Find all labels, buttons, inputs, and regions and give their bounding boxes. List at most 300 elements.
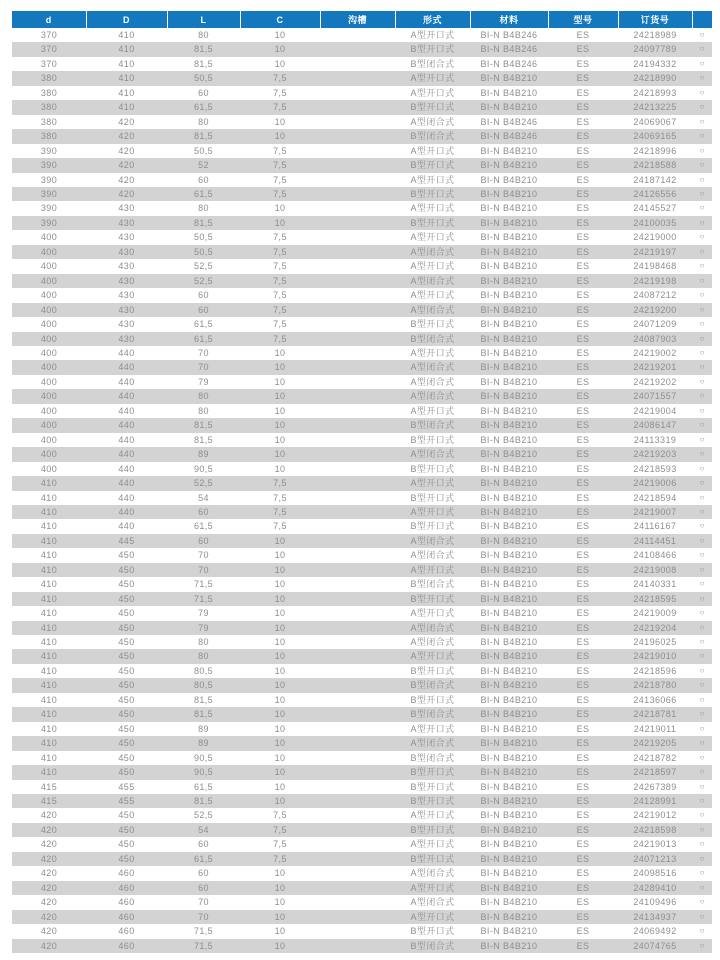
cell-d: 380 [12, 71, 86, 85]
column-header-L: L [167, 11, 240, 28]
cell-C: 10 [240, 375, 320, 389]
cell-form: B型开口式 [395, 823, 470, 837]
cell-D: 450 [86, 592, 167, 606]
cell-C: 10 [240, 780, 320, 794]
cell-order-no: 24140331 [618, 577, 692, 591]
cell-C: 10 [240, 765, 320, 779]
table-row [12, 201, 712, 215]
cell-d: 400 [12, 332, 86, 346]
cell-order-no: 24187142 [618, 173, 692, 187]
cell-form: A型开口式 [395, 606, 470, 620]
cell-C: 7,5 [240, 100, 320, 114]
cell-d: 380 [12, 86, 86, 100]
cell-D: 450 [86, 823, 167, 837]
cell-order-no: 24196025 [618, 635, 692, 649]
cell-groove [320, 259, 395, 273]
cell-L: 52,5 [167, 808, 240, 822]
cell-form: B型闭合式 [395, 129, 470, 143]
table-row [12, 505, 712, 519]
cell-material: BI-N B4B210 [470, 910, 548, 924]
cell-D: 440 [86, 418, 167, 432]
cell-order-no: 24218596 [618, 664, 692, 678]
table-row [12, 332, 712, 346]
availability-circle-icon: ○ [692, 563, 712, 577]
cell-d: 380 [12, 100, 86, 114]
cell-model: ES [548, 577, 618, 591]
cell-form: A型开口式 [395, 649, 470, 663]
cell-material: BI-N B4B210 [470, 678, 548, 692]
cell-model: ES [548, 765, 618, 779]
cell-material: BI-N B4B210 [470, 187, 548, 201]
cell-L: 52,5 [167, 259, 240, 273]
table-row [12, 28, 712, 42]
cell-L: 89 [167, 447, 240, 461]
availability-circle-icon: ○ [692, 635, 712, 649]
cell-C: 10 [240, 129, 320, 143]
cell-d: 370 [12, 57, 86, 71]
cell-model: ES [548, 274, 618, 288]
availability-circle-icon: ○ [692, 447, 712, 461]
cell-D: 410 [86, 100, 167, 114]
cell-C: 7,5 [240, 86, 320, 100]
availability-circle-icon: ○ [692, 606, 712, 620]
cell-groove [320, 548, 395, 562]
availability-circle-icon: ○ [692, 939, 712, 953]
cell-d: 420 [12, 939, 86, 953]
cell-d: 400 [12, 288, 86, 302]
cell-D: 460 [86, 924, 167, 938]
cell-model: ES [548, 780, 618, 794]
cell-L: 81,5 [167, 216, 240, 230]
availability-circle-icon: ○ [692, 664, 712, 678]
cell-model: ES [548, 823, 618, 837]
table-row [12, 548, 712, 562]
cell-order-no: 24126556 [618, 187, 692, 201]
cell-d: 400 [12, 462, 86, 476]
cell-d: 410 [12, 751, 86, 765]
cell-C: 10 [240, 360, 320, 374]
cell-form: A型闭合式 [395, 389, 470, 403]
table-row [12, 837, 712, 851]
cell-D: 460 [86, 881, 167, 895]
cell-material: BI-N B4B210 [470, 751, 548, 765]
cell-order-no: 24219202 [618, 375, 692, 389]
table-row [12, 389, 712, 403]
cell-C: 10 [240, 447, 320, 461]
cell-L: 71,5 [167, 577, 240, 591]
cell-material: BI-N B4B210 [470, 563, 548, 577]
availability-circle-icon: ○ [692, 332, 712, 346]
availability-circle-icon: ○ [692, 678, 712, 692]
cell-form: A型开口式 [395, 722, 470, 736]
cell-form: B型闭合式 [395, 678, 470, 692]
cell-order-no: 24219203 [618, 447, 692, 461]
cell-D: 440 [86, 389, 167, 403]
cell-D: 450 [86, 808, 167, 822]
cell-groove [320, 808, 395, 822]
cell-groove [320, 563, 395, 577]
column-header-form: 形式 [395, 11, 470, 28]
cell-order-no: 24087903 [618, 332, 692, 346]
cell-d: 400 [12, 230, 86, 244]
cell-groove [320, 664, 395, 678]
cell-d: 410 [12, 664, 86, 678]
table-row [12, 866, 712, 880]
cell-order-no: 24087212 [618, 288, 692, 302]
availability-circle-icon: ○ [692, 274, 712, 288]
cell-D: 410 [86, 57, 167, 71]
cell-d: 410 [12, 491, 86, 505]
cell-order-no: 24219198 [618, 274, 692, 288]
table-row [12, 823, 712, 837]
cell-form: A型开口式 [395, 28, 470, 42]
cell-groove [320, 751, 395, 765]
cell-L: 61,5 [167, 519, 240, 533]
cell-model: ES [548, 158, 618, 172]
cell-groove [320, 939, 395, 953]
cell-material: BI-N B4B210 [470, 288, 548, 302]
cell-d: 400 [12, 418, 86, 432]
cell-L: 81,5 [167, 693, 240, 707]
cell-C: 10 [240, 548, 320, 562]
cell-groove [320, 649, 395, 663]
table-row [12, 158, 712, 172]
table-row [12, 794, 712, 808]
cell-L: 54 [167, 823, 240, 837]
cell-D: 450 [86, 577, 167, 591]
cell-d: 400 [12, 346, 86, 360]
cell-material: BI-N B4B210 [470, 837, 548, 851]
cell-form: A型开口式 [395, 173, 470, 187]
cell-material: BI-N B4B210 [470, 924, 548, 938]
cell-D: 430 [86, 230, 167, 244]
table-row [12, 303, 712, 317]
availability-circle-icon: ○ [692, 924, 712, 938]
cell-C: 7,5 [240, 303, 320, 317]
cell-D: 460 [86, 895, 167, 909]
cell-C: 7,5 [240, 230, 320, 244]
availability-circle-icon: ○ [692, 548, 712, 562]
cell-C: 7,5 [240, 71, 320, 85]
cell-L: 50,5 [167, 230, 240, 244]
cell-material: BI-N B4B210 [470, 548, 548, 562]
cell-material: BI-N B4B210 [470, 592, 548, 606]
cell-model: ES [548, 144, 618, 158]
cell-material: BI-N B4B210 [470, 360, 548, 374]
cell-form: B型闭合式 [395, 332, 470, 346]
cell-order-no: 24109496 [618, 895, 692, 909]
cell-form: A型开口式 [395, 346, 470, 360]
cell-material: BI-N B4B210 [470, 216, 548, 230]
cell-form: A型开口式 [395, 837, 470, 851]
cell-form: A型开口式 [395, 230, 470, 244]
cell-material: BI-N B4B210 [470, 71, 548, 85]
cell-D: 440 [86, 433, 167, 447]
cell-material: BI-N B4B210 [470, 230, 548, 244]
cell-L: 81,5 [167, 129, 240, 143]
cell-order-no: 24218989 [618, 28, 692, 42]
cell-form: A型闭合式 [395, 303, 470, 317]
cell-order-no: 24219000 [618, 230, 692, 244]
table-row [12, 924, 712, 938]
cell-order-no: 24219004 [618, 404, 692, 418]
cell-d: 410 [12, 722, 86, 736]
cell-D: 430 [86, 317, 167, 331]
availability-circle-icon: ○ [692, 158, 712, 172]
cell-groove [320, 144, 395, 158]
cell-model: ES [548, 548, 618, 562]
cell-d: 410 [12, 635, 86, 649]
cell-material: BI-N B4B210 [470, 404, 548, 418]
cell-groove [320, 173, 395, 187]
cell-groove [320, 910, 395, 924]
cell-d: 410 [12, 592, 86, 606]
cell-groove [320, 924, 395, 938]
cell-model: ES [548, 563, 618, 577]
table-row [12, 577, 712, 591]
cell-order-no: 24218588 [618, 158, 692, 172]
cell-d: 390 [12, 158, 86, 172]
cell-order-no: 24069165 [618, 129, 692, 143]
cell-model: ES [548, 317, 618, 331]
cell-material: BI-N B4B246 [470, 28, 548, 42]
cell-C: 10 [240, 794, 320, 808]
cell-order-no: 24086147 [618, 418, 692, 432]
cell-order-no: 24218595 [618, 592, 692, 606]
cell-d: 410 [12, 519, 86, 533]
cell-L: 52 [167, 158, 240, 172]
table-row [12, 375, 712, 389]
availability-circle-icon: ○ [692, 722, 712, 736]
cell-material: BI-N B4B210 [470, 418, 548, 432]
cell-form: A型开口式 [395, 144, 470, 158]
cell-C: 10 [240, 28, 320, 42]
cell-d: 410 [12, 736, 86, 750]
cell-model: ES [548, 433, 618, 447]
cell-L: 81,5 [167, 707, 240, 721]
cell-C: 10 [240, 57, 320, 71]
cell-order-no: 24128991 [618, 794, 692, 808]
cell-D: 450 [86, 751, 167, 765]
cell-C: 7,5 [240, 823, 320, 837]
cell-order-no: 24219006 [618, 476, 692, 490]
availability-circle-icon: ○ [692, 57, 712, 71]
cell-form: B型闭合式 [395, 577, 470, 591]
cell-order-no: 24071209 [618, 317, 692, 331]
cell-order-no: 24218598 [618, 823, 692, 837]
cell-form: B型闭合式 [395, 751, 470, 765]
cell-C: 7,5 [240, 173, 320, 187]
cell-order-no: 24213225 [618, 100, 692, 114]
cell-L: 70 [167, 346, 240, 360]
cell-d: 415 [12, 794, 86, 808]
cell-C: 7,5 [240, 852, 320, 866]
cell-form: A型闭合式 [395, 534, 470, 548]
cell-d: 400 [12, 389, 86, 403]
cell-groove [320, 332, 395, 346]
cell-D: 460 [86, 910, 167, 924]
cell-L: 81,5 [167, 433, 240, 447]
cell-model: ES [548, 28, 618, 42]
availability-circle-icon: ○ [692, 693, 712, 707]
cell-material: BI-N B4B210 [470, 664, 548, 678]
cell-groove [320, 115, 395, 129]
cell-groove [320, 274, 395, 288]
availability-circle-icon: ○ [692, 201, 712, 215]
cell-d: 400 [12, 259, 86, 273]
cell-D: 440 [86, 447, 167, 461]
cell-C: 10 [240, 418, 320, 432]
availability-circle-icon: ○ [692, 592, 712, 606]
cell-C: 7,5 [240, 505, 320, 519]
cell-C: 10 [240, 678, 320, 692]
cell-C: 10 [240, 201, 320, 215]
cell-form: A型开口式 [395, 476, 470, 490]
cell-order-no: 24218990 [618, 71, 692, 85]
cell-form: B型开口式 [395, 592, 470, 606]
cell-D: 440 [86, 491, 167, 505]
cell-model: ES [548, 751, 618, 765]
cell-material: BI-N B4B210 [470, 100, 548, 114]
cell-C: 10 [240, 592, 320, 606]
cell-C: 7,5 [240, 476, 320, 490]
cell-model: ES [548, 346, 618, 360]
cell-L: 71,5 [167, 924, 240, 938]
cell-material: BI-N B4B210 [470, 707, 548, 721]
cell-L: 61,5 [167, 317, 240, 331]
cell-form: A型闭合式 [395, 736, 470, 750]
cell-L: 70 [167, 910, 240, 924]
cell-C: 7,5 [240, 808, 320, 822]
cell-d: 410 [12, 548, 86, 562]
table-row [12, 462, 712, 476]
cell-order-no: 24198468 [618, 259, 692, 273]
cell-groove [320, 129, 395, 143]
cell-model: ES [548, 924, 618, 938]
cell-model: ES [548, 303, 618, 317]
cell-C: 10 [240, 433, 320, 447]
cell-L: 80 [167, 115, 240, 129]
cell-form: A型闭合式 [395, 635, 470, 649]
cell-D: 440 [86, 404, 167, 418]
cell-order-no: 24219197 [618, 245, 692, 259]
cell-model: ES [548, 606, 618, 620]
cell-C: 10 [240, 606, 320, 620]
cell-L: 50,5 [167, 71, 240, 85]
table-header [12, 11, 712, 28]
cell-form: A型开口式 [395, 259, 470, 273]
cell-d: 410 [12, 606, 86, 620]
table-row [12, 606, 712, 620]
cell-C: 7,5 [240, 491, 320, 505]
cell-groove [320, 462, 395, 476]
cell-order-no: 24116167 [618, 519, 692, 533]
cell-groove [320, 823, 395, 837]
cell-L: 90,5 [167, 462, 240, 476]
cell-d: 420 [12, 895, 86, 909]
cell-C: 10 [240, 722, 320, 736]
table-row [12, 519, 712, 533]
cell-groove [320, 346, 395, 360]
cell-form: B型闭合式 [395, 57, 470, 71]
cell-form: B型开口式 [395, 693, 470, 707]
cell-model: ES [548, 910, 618, 924]
column-header-d: d [12, 11, 86, 28]
availability-circle-icon: ○ [692, 317, 712, 331]
cell-material: BI-N B4B210 [470, 259, 548, 273]
cell-L: 81,5 [167, 418, 240, 432]
cell-groove [320, 577, 395, 591]
cell-material: BI-N B4B210 [470, 505, 548, 519]
cell-d: 400 [12, 317, 86, 331]
cell-form: A型闭合式 [395, 548, 470, 562]
cell-material: BI-N B4B210 [470, 736, 548, 750]
column-header-model: 型号 [548, 11, 618, 28]
cell-model: ES [548, 462, 618, 476]
cell-C: 7,5 [240, 332, 320, 346]
cell-model: ES [548, 259, 618, 273]
cell-D: 450 [86, 563, 167, 577]
cell-material: BI-N B4B246 [470, 42, 548, 56]
table-row [12, 765, 712, 779]
cell-C: 10 [240, 563, 320, 577]
cell-material: BI-N B4B210 [470, 635, 548, 649]
table-row [12, 418, 712, 432]
cell-D: 450 [86, 852, 167, 866]
cell-order-no: 24218993 [618, 86, 692, 100]
cell-D: 450 [86, 635, 167, 649]
cell-d: 420 [12, 837, 86, 851]
cell-D: 410 [86, 86, 167, 100]
cell-D: 440 [86, 375, 167, 389]
cell-groove [320, 230, 395, 244]
cell-L: 70 [167, 360, 240, 374]
cell-L: 80 [167, 389, 240, 403]
cell-L: 60 [167, 86, 240, 100]
cell-order-no: 24289410 [618, 881, 692, 895]
cell-groove [320, 57, 395, 71]
availability-circle-icon: ○ [692, 389, 712, 403]
cell-D: 450 [86, 664, 167, 678]
cell-C: 10 [240, 881, 320, 895]
cell-d: 390 [12, 201, 86, 215]
cell-groove [320, 476, 395, 490]
table-row [12, 476, 712, 490]
table-row [12, 115, 712, 129]
cell-form: B型开口式 [395, 462, 470, 476]
cell-d: 390 [12, 144, 86, 158]
cell-material: BI-N B4B210 [470, 375, 548, 389]
cell-model: ES [548, 794, 618, 808]
cell-form: A型开口式 [395, 808, 470, 822]
cell-form: B型开口式 [395, 491, 470, 505]
cell-d: 410 [12, 476, 86, 490]
cell-model: ES [548, 288, 618, 302]
cell-order-no: 24218594 [618, 491, 692, 505]
cell-model: ES [548, 534, 618, 548]
cell-C: 10 [240, 736, 320, 750]
cell-D: 440 [86, 505, 167, 519]
cell-material: BI-N B4B210 [470, 693, 548, 707]
availability-circle-icon: ○ [692, 42, 712, 56]
cell-groove [320, 491, 395, 505]
cell-groove [320, 852, 395, 866]
cell-L: 60 [167, 505, 240, 519]
cell-order-no: 24219013 [618, 837, 692, 851]
cell-material: BI-N B4B210 [470, 433, 548, 447]
table-row [12, 71, 712, 85]
cell-material: BI-N B4B210 [470, 895, 548, 909]
